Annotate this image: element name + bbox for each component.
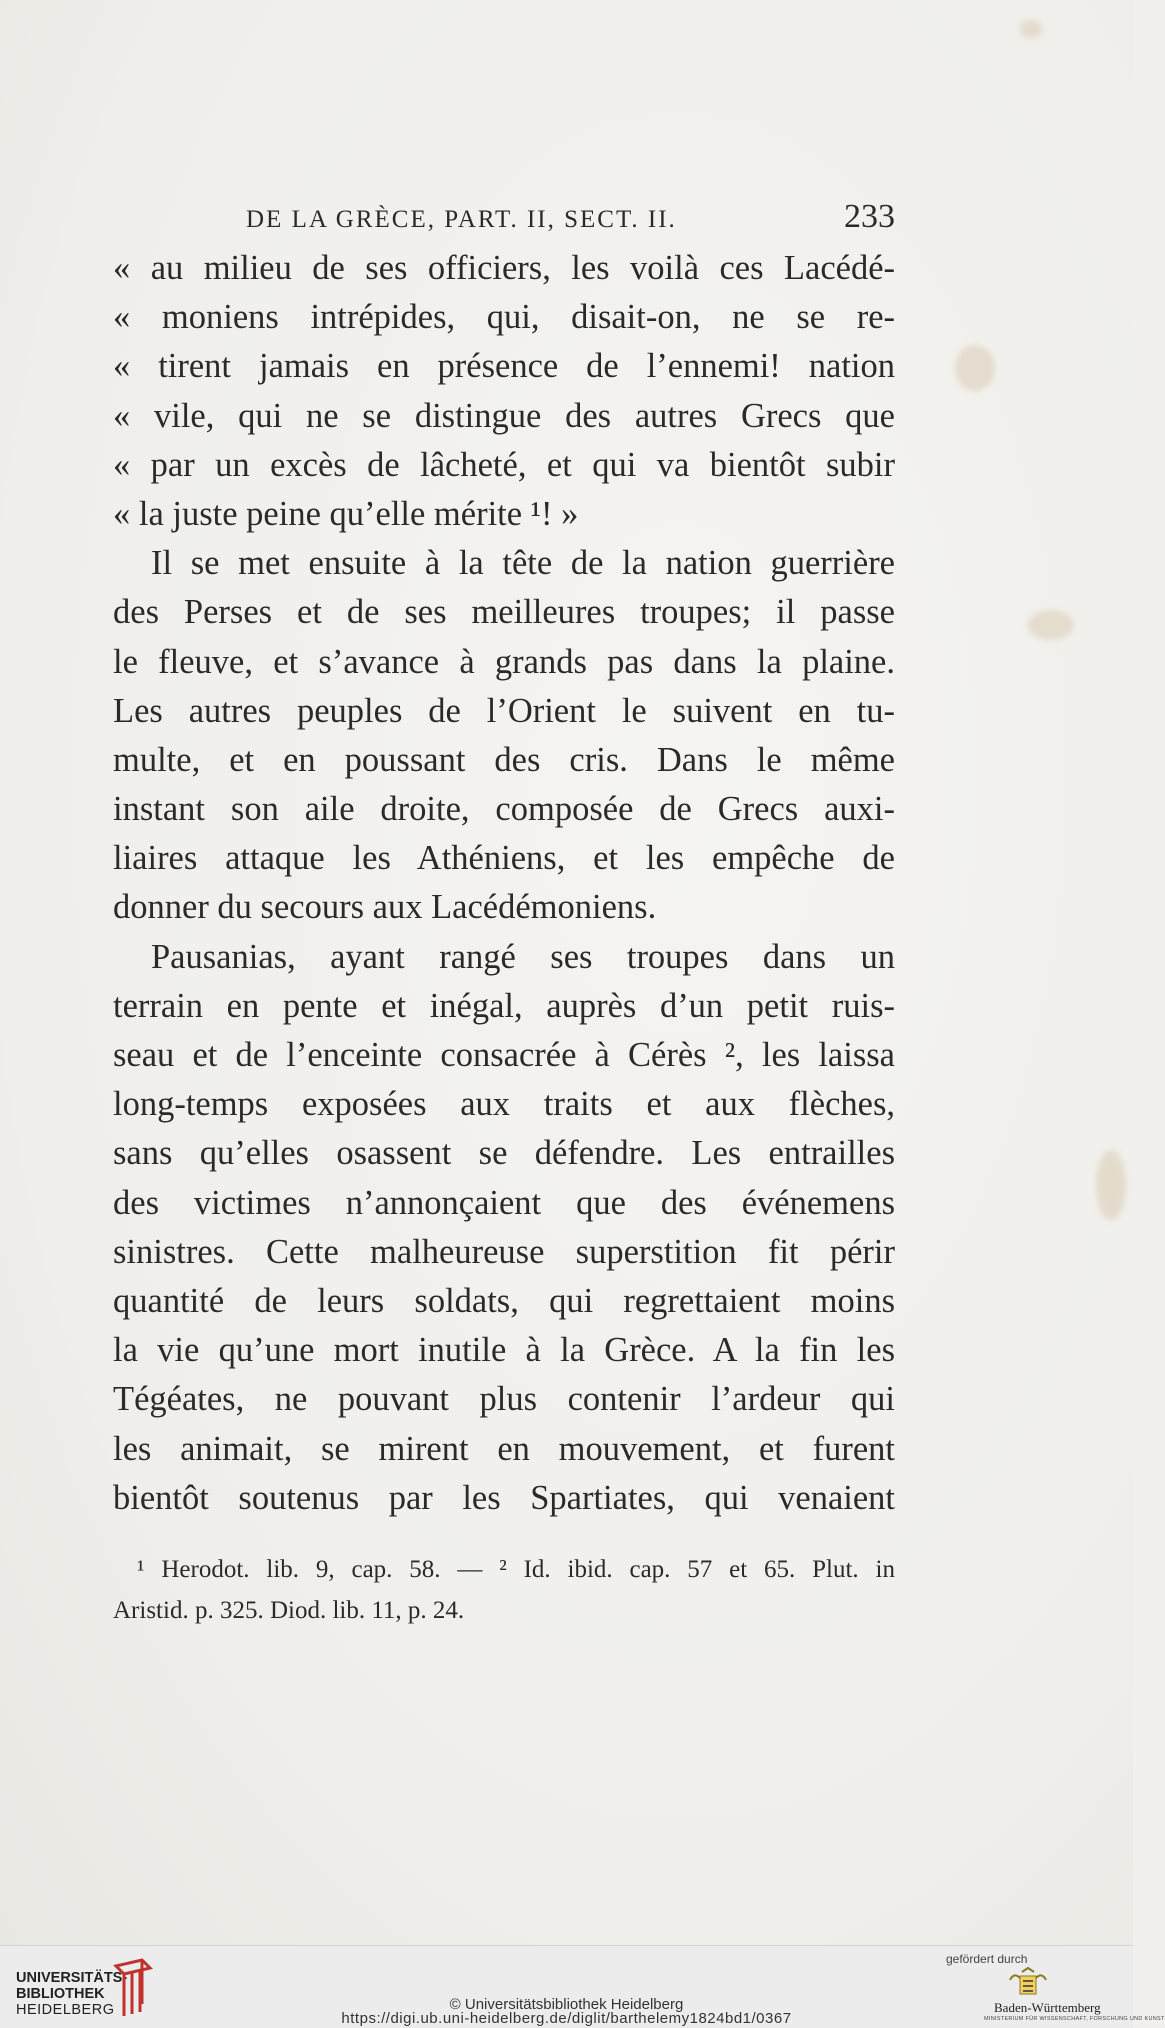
paper-stain bbox=[955, 345, 995, 391]
copyright-notice: © Universitätsbibliothek Heidelberg bbox=[449, 1996, 684, 2013]
text-line: « moniens intrépides, qui, disait-on, ne se re- bbox=[113, 298, 895, 337]
text-line: « par un excès de lâcheté, et qui va bientôt subir bbox=[113, 445, 895, 484]
paper-stain bbox=[1020, 20, 1042, 38]
body-text bbox=[113, 244, 895, 1523]
sponsor-name: Baden-Württemberg bbox=[994, 2000, 1101, 2015]
text-line: Il se met ensuite à la tête de la nation guerrière bbox=[151, 544, 895, 583]
text-line: « au milieu de ses officiers, les voilà ces Lacédé- bbox=[113, 249, 895, 287]
text-line: sinistres. Cette malheureuse superstition fit périr bbox=[113, 1232, 895, 1271]
text-line: « tirent jamais en présence de l’ennemi! nation bbox=[113, 347, 895, 386]
text-line: « vile, qui ne se distingue des autres Grecs que bbox=[113, 396, 895, 435]
text-line: liaires attaque les Athéniens, et les empêche de bbox=[113, 839, 895, 878]
library-name-line: HEIDELBERG bbox=[16, 2002, 115, 2018]
permalink-url[interactable]: https://digi.ub.uni-heidelberg.de/diglit/barthelemy1824bd1/0367 bbox=[341, 2010, 792, 2027]
footnotes bbox=[113, 1549, 895, 1631]
text-line: Pausanias, ayant rangé ses troupes dans un bbox=[151, 937, 895, 976]
library-name-line: UNIVERSITÄTS- bbox=[16, 1970, 128, 1986]
text-line: des Perses et de ses meilleures troupes; il passe bbox=[113, 593, 895, 632]
text-line: donner du secours aux Lacédémoniens. bbox=[113, 888, 657, 927]
paper-stain bbox=[1028, 610, 1074, 640]
text-line: bientôt soutenus par les Spartiates, qui venaient bbox=[113, 1478, 895, 1517]
text-line: des victimes n’annonçaient que des événemens bbox=[113, 1183, 895, 1222]
viewer-footer bbox=[0, 1945, 1165, 2028]
text-line: sans qu’elles osassent se défendre. Les entrailles bbox=[113, 1134, 895, 1173]
running-title: DE LA GRÈCE, PART. II, SECT. II. bbox=[246, 206, 677, 233]
paper-stain bbox=[1096, 1150, 1126, 1220]
text-line: la vie qu’une mort inutile à la Grèce. A la fin les bbox=[113, 1331, 895, 1370]
text-line: Les autres peuples de l’Orient le suivent en tu- bbox=[113, 691, 895, 730]
library-name-line: BIBLIOTHEK bbox=[16, 1986, 105, 2002]
baden-wuerttemberg-emblem-icon bbox=[1006, 1968, 1050, 1998]
text-line: instant son aile droite, composée de Grecs auxi- bbox=[113, 790, 895, 829]
text-line: « la juste peine qu’elle mérite ¹! » bbox=[113, 494, 579, 533]
footnote-line: ¹ Herodot. lib. 9, cap. 58. — ² Id. ibid. cap. 57 et 65. Plut. in bbox=[137, 1556, 895, 1583]
text-line: les animait, se mirent en mouvement, et furent bbox=[113, 1429, 895, 1468]
text-line: Tégéates, ne pouvant plus contenir l’ardeur qui bbox=[113, 1380, 895, 1419]
text-line: multe, et en poussant des cris. Dans le même bbox=[113, 740, 895, 779]
footnote-line: Aristid. p. 325. Diod. lib. 11, p. 24. bbox=[113, 1597, 465, 1624]
text-line: long-temps exposées aux traits et aux flèches, bbox=[113, 1085, 895, 1124]
running-header bbox=[113, 198, 895, 242]
text-line: quantité de leurs soldats, qui regrettaient moins bbox=[113, 1281, 895, 1320]
sponsor-label: gefördert durch bbox=[946, 1952, 1028, 1966]
sponsor-ministry: MINISTERIUM FÜR WISSENSCHAFT, FORSCHUNG UND KUNST bbox=[984, 2016, 1165, 2022]
text-line: terrain en pente et inégal, auprès d’un petit ruis- bbox=[113, 986, 895, 1025]
text-line: seau et de l’enceinte consacrée à Cérès ², les laissa bbox=[113, 1036, 895, 1074]
text-line: le fleuve, et s’avance à grands pas dans la plaine. bbox=[113, 642, 895, 681]
page-number: 233 bbox=[844, 198, 895, 235]
